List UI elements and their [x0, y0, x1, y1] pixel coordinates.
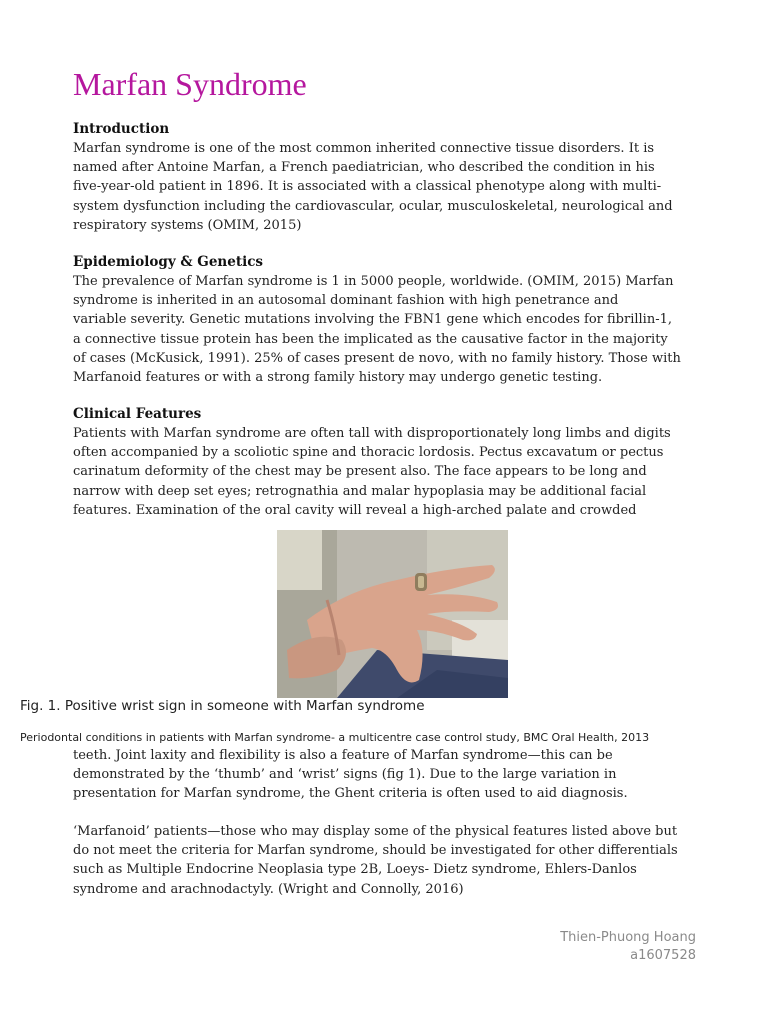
author-block	[560, 929, 696, 965]
section-introduction	[73, 120, 713, 235]
section-clinical-features	[73, 405, 713, 520]
section-heading-epidemiology: Epidemiology & Genetics	[73, 254, 264, 270]
marfanoid-text: ‘Marfanoid’ patients—those who may display some of the physical features listed above but do not meet the criteria for Marfan syndrome, should be investigated for other differentials such as Multiple Endocrine Neoplasia type 2B, Loeys- Dietz syndrome, Ehlers-Danlos syndrome and arachnodactyly. (Wright and Connolly, 2016)	[73, 824, 678, 897]
continuation-text: teeth. Joint laxity and flexibility is also a feature of Marfan syndrome—this can be demonstrated by the ‘thumb’ and ‘wrist’ signs (fig 1). Due to the large variation in presentation for Marfan syndrome, the Ghent criteria is often used to aid diagnosis.	[73, 748, 628, 802]
author-id: a1607528	[630, 948, 696, 963]
section-continuation	[73, 746, 713, 804]
author-name: Thien-Phuong Hoang	[560, 930, 696, 945]
wrist-sign-photo	[277, 530, 508, 698]
figure-caption: Fig. 1. Positive wrist sign in someone with Marfan syndrome	[20, 698, 425, 714]
section-body-introduction: Marfan syndrome is one of the most common inherited connective tissue disorders. It is named after Antoine Marfan, a French paediatrician, who described the condition in his five-year-old patient in 1896. It is associated with a classical phenotype along with multi- system dysfunction including the cardiovascular, ocular, musculoskeletal, neurological and respiratory systems (OMIM, 2015)	[73, 141, 673, 233]
figure-source: Periodontal conditions in patients with Marfan syndrome- a multicentre case control study, BMC Oral Health, 2013	[20, 731, 650, 744]
section-epidemiology	[73, 253, 713, 387]
section-body-clinical-features: Patients with Marfan syndrome are often tall with disproportionately long limbs and digits often accompanied by a scoliotic spine and thoracic lordosis. Pectus excavatum or pectus carinatum deformity of the chest may be present also. The face appears to be long and narrow with deep set eyes; retrognathia and malar hypoplasia may be additional facial features. Examination of the oral cavity will reveal a high-arched palate and crowded	[73, 426, 671, 518]
section-body-epidemiology: The prevalence of Marfan syndrome is 1 in 5000 people, worldwide. (OMIM, 2015) Marfan syndrome is inherited in an autosomal dominant fashion with high penetrance and variable severity. Genetic mutations involving the FBN1 gene which encodes for fibrillin-1, a connective tissue protein has been the implicated as the causative factor in the majority of cases (McKusick, 1991). 25% of cases present de novo, with no family history. Those with Marfanoid features or with a strong family history may undergo genetic testing.	[73, 274, 681, 386]
section-heading-introduction: Introduction	[73, 121, 170, 137]
document-title: Marfan Syndrome	[73, 66, 307, 102]
wrist-sign-illustration	[277, 530, 508, 698]
section-marfanoid	[73, 822, 713, 899]
section-heading-clinical-features: Clinical Features	[73, 406, 202, 422]
